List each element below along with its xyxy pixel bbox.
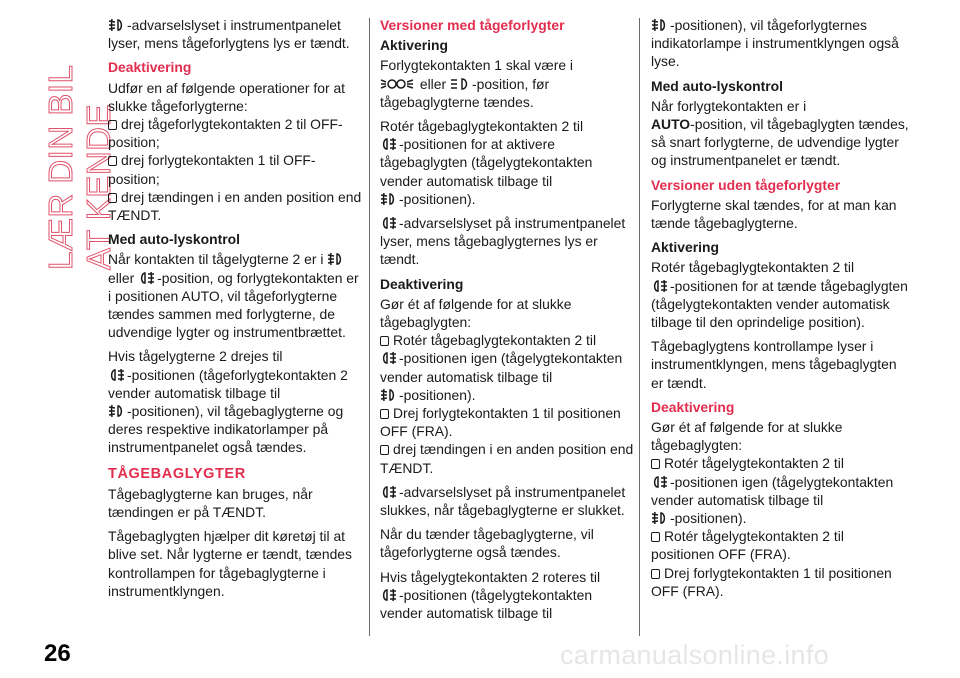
heading-versioner-uden: Versioner uden tågeforlygter bbox=[651, 176, 841, 193]
high-beam-icon bbox=[450, 77, 470, 91]
checkbox-bullet-icon bbox=[380, 445, 389, 455]
watermark: carmanualsonline.info bbox=[560, 640, 829, 670]
list-item: drej tændingen i en anden position end TÆNDT. bbox=[108, 188, 362, 224]
list-item: Rotér tågelygtekontakten 2 til positionen OFF (FRA). bbox=[651, 528, 844, 563]
checkbox-bullet-icon bbox=[651, 532, 660, 542]
page-number: 26 bbox=[44, 640, 71, 667]
column-2 bbox=[380, 16, 636, 628]
checkbox-bullet-icon bbox=[108, 120, 117, 130]
column-1 bbox=[108, 16, 363, 606]
paragraph: Udfør en af følgende operationer for at slukke tågeforlygterne: bbox=[108, 79, 346, 114]
rear-fog-lamp-icon bbox=[380, 485, 397, 499]
list-item: Rotér tågebaglygtekontakten 2 til -positionen igen (tågelygtekontakten vender automatisk tilbage til -positionen). bbox=[380, 332, 623, 403]
checkbox-bullet-icon bbox=[108, 193, 117, 203]
paragraph: Forlygtekontakten 1 skal være i eller -position, før tågebaglygterne tændes. bbox=[380, 57, 574, 110]
list-item: drej tågeforlygtekontakten 2 til OFF-position; bbox=[108, 116, 343, 151]
paragraph: -advarselslyset på instrumentpanelet slukkes, når tågebaglygterne er slukket. bbox=[380, 483, 626, 519]
paragraph: -advarselslyset på instrumentpanelet lyser, mens tågebaglygternes lys er tændt. bbox=[380, 215, 626, 268]
front-fog-lamp-icon bbox=[380, 192, 397, 206]
checkbox-bullet-icon bbox=[651, 459, 660, 469]
heading-versioner-med: Versioner med tågeforlygter bbox=[380, 17, 565, 33]
heading-deaktivering: Deaktivering bbox=[380, 275, 464, 292]
paragraph: Rotér tågebaglygtekontakten 2 til -positionen for at aktivere tågebaglygten (tågelygtekontakten vender automatisk tilbage til -positionen). bbox=[380, 118, 593, 207]
paragraph: Rotér tågebaglygtekontakten 2 til -positionen for at tænde tågebaglygten (tågelygtekontakten vender automatisk tilbage til den oprindelige position). bbox=[651, 259, 908, 331]
front-fog-lamp-icon bbox=[108, 18, 125, 32]
paragraph: Forlygterne skal tændes, for at man kan tænde tågebaglygterne. bbox=[651, 196, 897, 232]
low-beam-icon bbox=[380, 77, 414, 91]
front-fog-lamp-icon bbox=[108, 404, 125, 418]
front-fog-lamp-icon bbox=[651, 511, 668, 525]
rear-fog-lamp-icon bbox=[108, 368, 125, 382]
rear-fog-lamp-icon bbox=[651, 475, 668, 489]
front-fog-lamp-icon bbox=[380, 388, 397, 402]
heading-deaktivering: Deaktivering bbox=[108, 59, 192, 76]
paragraph: Når du tænder tågebaglygterne, vil tågeforlygterne også tændes. bbox=[380, 526, 594, 561]
paragraph: Når kontakten til tågelygterne 2 er i eller -position, og forlygtekontakten er i positionen AUTO, vil tågeforlygterne tændes sammen med forlygterne, de udvendige lygter og instrumentbrættet. bbox=[108, 251, 359, 341]
heading-aktivering: Aktivering bbox=[651, 239, 719, 256]
list-item: drej forlygtekontakten 1 til OFF-position; bbox=[108, 152, 316, 187]
paragraph: Hvis tågelygterne 2 drejes til -positionen (tågeforlygtekontakten 2 vender automatisk tilbage til -positionen), vil tågebaglygterne og deres respektive indikatorlamper på instrumentpanelet også tændes. bbox=[108, 348, 348, 456]
list-item: Drej forlygtekontakten 1 til positionen OFF (FRA). bbox=[651, 564, 892, 599]
heading-aktivering: Aktivering bbox=[380, 37, 448, 54]
rear-fog-lamp-icon bbox=[380, 137, 397, 151]
paragraph: -positionen), vil tågeforlygternes indikatorlampe i instrumentklyngen også lyse. bbox=[651, 17, 899, 70]
checkbox-bullet-icon bbox=[651, 569, 660, 579]
heading-taagebaglygter: TÅGEBAGLYGTER bbox=[108, 465, 246, 482]
checkbox-bullet-icon bbox=[380, 409, 389, 419]
checkbox-bullet-icon bbox=[108, 156, 117, 166]
rear-fog-lamp-icon bbox=[138, 271, 155, 285]
rear-fog-lamp-icon bbox=[380, 588, 397, 602]
front-fog-lamp-icon bbox=[327, 252, 344, 266]
rear-fog-lamp-icon bbox=[380, 351, 397, 365]
column-3 bbox=[651, 16, 909, 606]
paragraph: Gør ét af følgende for at slukke tågebaglygten: bbox=[380, 295, 572, 331]
heading-auto-lyskontrol: Med auto-lyskontrol bbox=[651, 77, 783, 94]
paragraph: Tågebaglygterne kan bruges, når tændingen er på TÆNDT. bbox=[108, 485, 313, 521]
section-title-vertical: LÆR DIN BIL AT KENDE bbox=[42, 65, 117, 270]
front-fog-lamp-icon bbox=[651, 18, 668, 32]
rear-fog-lamp-icon bbox=[380, 216, 397, 230]
checkbox-bullet-icon bbox=[380, 336, 389, 346]
paragraph: Når forlygtekontakten er i AUTO-position, vil tågebaglygten tændes, så snart forlygterne, de udvendige lygter og instrumentpanelet er tændt. bbox=[651, 97, 909, 169]
column-divider bbox=[369, 18, 370, 636]
paragraph: Hvis tågelygtekontakten 2 roteres til -positionen (tågelygtekontakten vender automatisk tilbage til bbox=[380, 568, 601, 622]
heading-auto-lyskontrol: Med auto-lyskontrol bbox=[108, 231, 240, 248]
list-item: drej tændingen i en anden position end TÆNDT. bbox=[380, 441, 634, 476]
list-item: Rotér tågelygtekontakten 2 til -positionen igen (tågelygtekontakten vender automatisk tilbage til -positionen). bbox=[651, 455, 894, 527]
paragraph: -advarselslyset i instrumentpanelet lyser, mens tågeforlygtens lys er tændt. bbox=[108, 17, 350, 52]
rear-fog-lamp-icon bbox=[651, 279, 668, 293]
column-divider bbox=[639, 18, 640, 636]
paragraph: Gør ét af følgende for at slukke tågebaglygten: bbox=[651, 419, 843, 454]
list-item: Drej forlygtekontakten 1 til positionen OFF (FRA). bbox=[380, 405, 621, 440]
paragraph: Tågebaglygtens kontrollampe lyser i instrumentklyngen, mens tågebaglygten er tændt. bbox=[651, 338, 897, 391]
heading-deaktivering: Deaktivering bbox=[651, 398, 735, 415]
paragraph: Tågebaglygten hjælper dit køretøj til at blive set. Når lygterne er tændt, tændes kontrollampen for tågebaglygterne i instrumentklyngen. bbox=[108, 528, 352, 599]
